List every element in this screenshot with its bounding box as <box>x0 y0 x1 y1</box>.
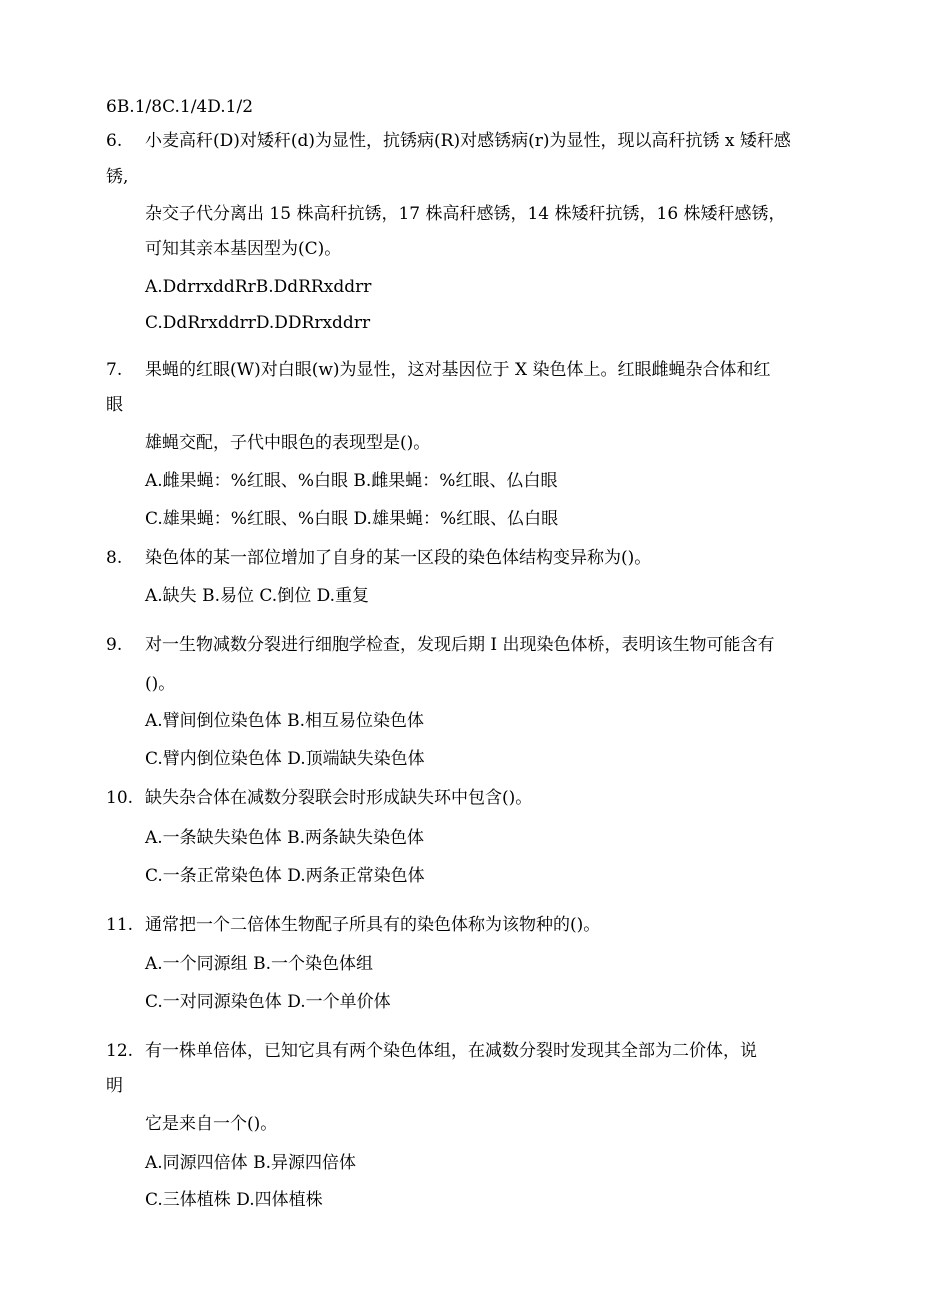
answer-options: C.三体植株 D.四体植株 <box>145 1190 323 1210</box>
question-number: 10. <box>106 788 134 808</box>
answer-options: C.雄果蝇：%红眼、%白眼 D.雄果蝇：%红眼、仏白眼 <box>145 509 559 529</box>
answer-options: C.一对同源染色体 D.一个单价体 <box>145 992 391 1012</box>
question-number: 6. <box>106 131 123 151</box>
answer-options: A.缺失 B.易位 C.倒位 D.重复 <box>145 586 370 606</box>
answer-options: A.一个同源组 B.一个染色体组 <box>145 954 373 974</box>
question-stem: 染色体的某一部位增加了自身的某一区段的染色体结构变异称为()。 <box>145 548 652 568</box>
answer-options: C.臂内倒位染色体 D.顶端缺失染色体 <box>145 749 425 769</box>
question-stem: ()。 <box>145 674 176 694</box>
question-stem: 小麦高秆(D)对矮秆(d)为显性，抗锈病(R)对感锈病(r)为显性，现以高秆抗锈 x 矮秆感 <box>145 131 791 151</box>
question-stem: 果蝇的红眼(W)对白眼(w)为显性，这对基因位于 X 染色体上。红眼雌蝇杂合体和红 <box>145 360 771 380</box>
question-number: 9. <box>106 635 123 655</box>
question-stem-wrap: 明 <box>106 1076 123 1096</box>
question-stem: 杂交子代分离出 15 株高秆抗锈，17 株高秆感锈，14 株矮秆抗锈，16 株矮秆感锈， <box>145 204 786 224</box>
question-number: 12. <box>106 1041 134 1061</box>
question-stem: 对一生物减数分裂进行细胞学检查，发现后期 I 出现染色体桥，表明该生物可能含有 <box>145 635 775 655</box>
question-number: 11. <box>106 915 134 935</box>
question-stem: 缺失杂合体在减数分裂联会时形成缺失环中包含()。 <box>145 788 533 808</box>
answer-options: A.DdrrxddRrB.DdRRxddrr <box>145 277 372 297</box>
question-stem: 可知其亲本基因型为(C)。 <box>145 239 342 259</box>
question-number: 8. <box>106 548 123 568</box>
answer-options: A.同源四倍体 B.异源四倍体 <box>145 1153 356 1173</box>
answer-options: A.雌果蝇：%红眼、%白眼 B.雌果蝇：%红眼、仏白眼 <box>145 471 558 491</box>
question-stem: 雄蝇交配，子代中眼色的表现型是()。 <box>145 433 431 453</box>
question-number: 7. <box>106 360 123 380</box>
question-stem-wrap: 眼 <box>106 395 123 415</box>
answer-options: C.DdRrxddrrD.DDRrxddrr <box>145 313 371 333</box>
answer-options: A.一条缺失染色体 B.两条缺失染色体 <box>145 828 424 848</box>
question-stem: 通常把一个二倍体生物配子所具有的染色体称为该物种的()。 <box>145 915 601 935</box>
question-stem-wrap: 锈, <box>106 167 129 187</box>
question-stem: 有一株单倍体，已知它具有两个染色体组，在减数分裂时发现其全部为二价体，说 <box>145 1041 757 1061</box>
answer-options: A.臂间倒位染色体 B.相互易位染色体 <box>145 711 424 731</box>
top-answer-line: 6B.1/8C.1/4D.1/2 <box>106 97 254 117</box>
question-stem: 它是来自一个()。 <box>145 1114 278 1134</box>
answer-options: C.一条正常染色体 D.两条正常染色体 <box>145 866 425 886</box>
